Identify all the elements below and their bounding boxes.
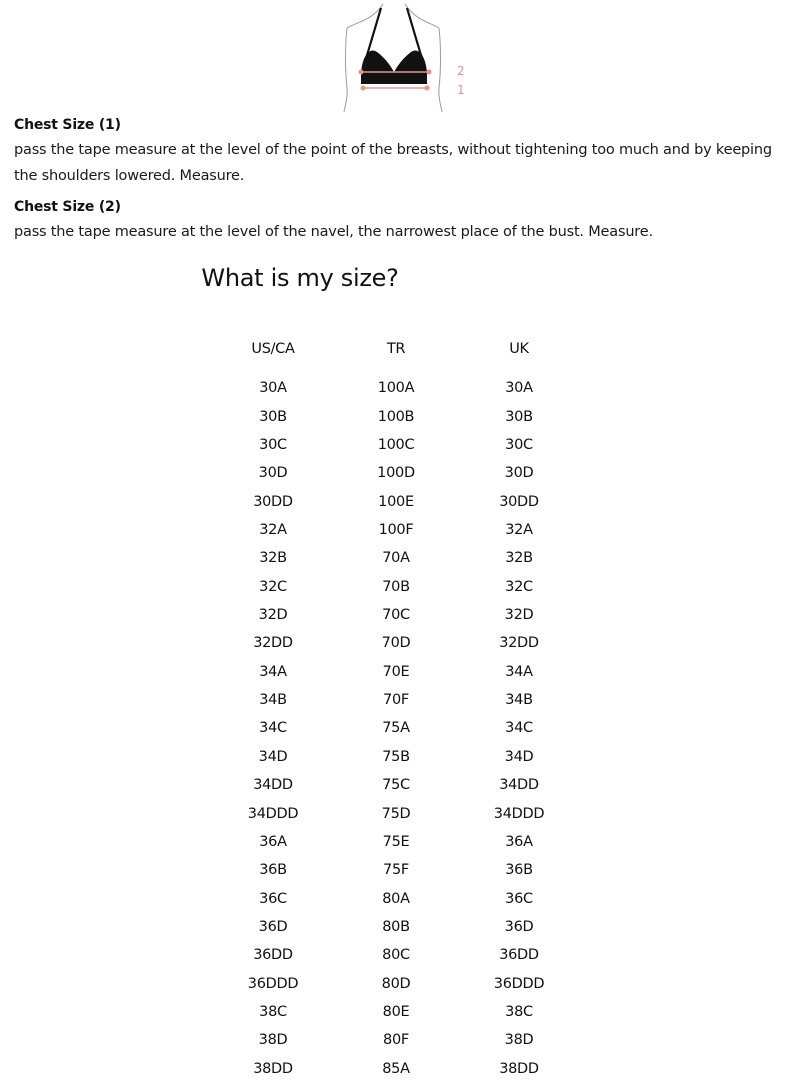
table-row <box>212 374 580 402</box>
cell-tr: 70B <box>382 578 410 595</box>
cell-uk: 36D <box>504 919 534 935</box>
cell-uk: 36B <box>505 862 533 879</box>
cell-tr: 75D <box>381 805 411 822</box>
cell-tr: 80D <box>381 975 411 992</box>
table-row <box>212 516 580 544</box>
cell-uk: 36C <box>505 890 533 907</box>
table-row <box>212 431 580 459</box>
table-row <box>212 544 580 572</box>
cell-us-ca: 32D <box>258 607 288 624</box>
cell-us-ca: 34C <box>259 720 287 737</box>
table-row <box>212 402 580 430</box>
cell-tr: 100F <box>378 521 414 538</box>
cell-us-ca: 32A <box>259 521 287 538</box>
chest-size-2-text: pass the tape measure at the level of the navel, the narrowest place of the bust. Measure. <box>14 224 653 240</box>
cell-tr: 100C <box>377 436 415 453</box>
cell-us-ca: 38DD <box>253 1060 293 1077</box>
table-row <box>212 856 580 884</box>
cell-uk: 36DD <box>499 947 539 964</box>
cell-uk: 32A <box>505 521 533 538</box>
table-row <box>212 714 580 742</box>
cell-us-ca: 32B <box>259 550 287 567</box>
header-uk: UK <box>509 341 529 357</box>
size-table <box>212 334 580 1083</box>
marker-1: 1 <box>457 83 465 97</box>
table-row <box>212 459 580 487</box>
cell-us-ca: 30A <box>259 380 287 397</box>
cell-tr: 100E <box>378 493 414 510</box>
cell-uk: 36A <box>505 833 533 850</box>
cell-uk: 36DDD <box>493 975 545 992</box>
cell-us-ca: 38C <box>259 1004 287 1021</box>
table-row <box>212 629 580 657</box>
cell-uk: 34B <box>505 692 533 709</box>
cell-uk: 34C <box>505 720 533 737</box>
table-row <box>212 487 580 515</box>
cell-tr: 70D <box>381 635 411 652</box>
cell-tr: 75A <box>382 720 410 737</box>
cell-uk: 34D <box>504 748 534 765</box>
cell-us-ca: 34DDD <box>247 805 299 822</box>
cell-uk: 34DDD <box>493 805 545 822</box>
marker-2: 2 <box>457 64 465 78</box>
header-us-ca: US/CA <box>251 341 295 357</box>
cell-tr: 100B <box>377 408 415 425</box>
table-row <box>212 743 580 771</box>
cell-uk: 34DD <box>499 777 539 794</box>
cell-us-ca: 34A <box>259 663 287 680</box>
cell-tr: 80B <box>382 919 410 935</box>
cell-us-ca: 36DDD <box>247 975 299 992</box>
cell-us-ca: 30B <box>259 408 287 425</box>
cell-tr: 75B <box>382 748 410 765</box>
cell-uk: 32DD <box>499 635 539 652</box>
cell-tr: 100A <box>377 380 415 397</box>
cell-tr: 80F <box>383 1032 409 1049</box>
cell-us-ca: 34D <box>258 748 288 765</box>
table-header-row <box>212 334 580 374</box>
cell-tr: 75E <box>382 833 410 850</box>
cell-uk: 30DD <box>499 493 539 510</box>
cell-uk: 30D <box>504 465 534 482</box>
page-title: What is my size? <box>201 264 399 292</box>
cell-uk: 30C <box>505 436 533 453</box>
cell-uk: 30A <box>505 380 533 397</box>
table-row <box>212 913 580 941</box>
table-row <box>212 658 580 686</box>
cell-tr: 100D <box>377 465 415 482</box>
table-row <box>212 998 580 1026</box>
table-row <box>212 828 580 856</box>
table-row <box>212 941 580 969</box>
cell-tr: 75F <box>383 862 409 879</box>
cell-tr: 70E <box>382 663 410 680</box>
cell-uk: 32D <box>504 607 534 624</box>
cell-us-ca: 32C <box>259 578 287 595</box>
cell-uk: 38DD <box>499 1060 539 1077</box>
table-row <box>212 686 580 714</box>
cell-us-ca: 32DD <box>253 635 293 652</box>
table-row <box>212 573 580 601</box>
cell-us-ca: 30DD <box>253 493 293 510</box>
cell-uk: 38C <box>505 1004 533 1021</box>
cell-us-ca: 36DD <box>253 947 293 964</box>
cell-us-ca: 34DD <box>253 777 293 794</box>
cell-tr: 70F <box>383 692 409 709</box>
table-row <box>212 970 580 998</box>
cell-us-ca: 36C <box>259 890 287 907</box>
table-row <box>212 1055 580 1083</box>
chest-size-1-heading: Chest Size (1) <box>14 117 121 133</box>
cell-us-ca: 34B <box>259 692 287 709</box>
cell-tr: 75C <box>382 777 410 794</box>
cell-uk: 30B <box>505 408 533 425</box>
header-tr: TR <box>386 341 406 357</box>
cell-tr: 70C <box>382 607 410 624</box>
cell-uk: 32C <box>505 578 533 595</box>
table-row <box>212 799 580 827</box>
cell-us-ca: 38D <box>258 1032 288 1049</box>
chest-size-1-text: pass the tape measure at the level of the point of the breasts, without tightening too much and by keeping the shoulders lowered. Measure. <box>14 142 772 184</box>
cell-us-ca: 36D <box>258 919 288 935</box>
table-row <box>212 771 580 799</box>
cell-us-ca: 30D <box>258 465 288 482</box>
cell-us-ca: 36A <box>259 833 287 850</box>
chest-size-2-heading: Chest Size (2) <box>14 199 121 215</box>
table-row <box>212 1026 580 1054</box>
cell-tr: 80C <box>382 947 410 964</box>
bra-measurement-diagram-icon <box>335 0 475 112</box>
cell-tr: 80E <box>382 1004 410 1021</box>
cell-us-ca: 36B <box>259 862 287 879</box>
cell-us-ca: 30C <box>259 436 287 453</box>
cell-uk: 32B <box>505 550 533 567</box>
cell-tr: 70A <box>382 550 410 567</box>
cell-tr: 80A <box>382 890 410 907</box>
cell-uk: 34A <box>505 663 533 680</box>
table-row <box>212 601 580 629</box>
table-row <box>212 884 580 912</box>
cell-tr: 85A <box>382 1060 410 1077</box>
cell-uk: 38D <box>504 1032 534 1049</box>
